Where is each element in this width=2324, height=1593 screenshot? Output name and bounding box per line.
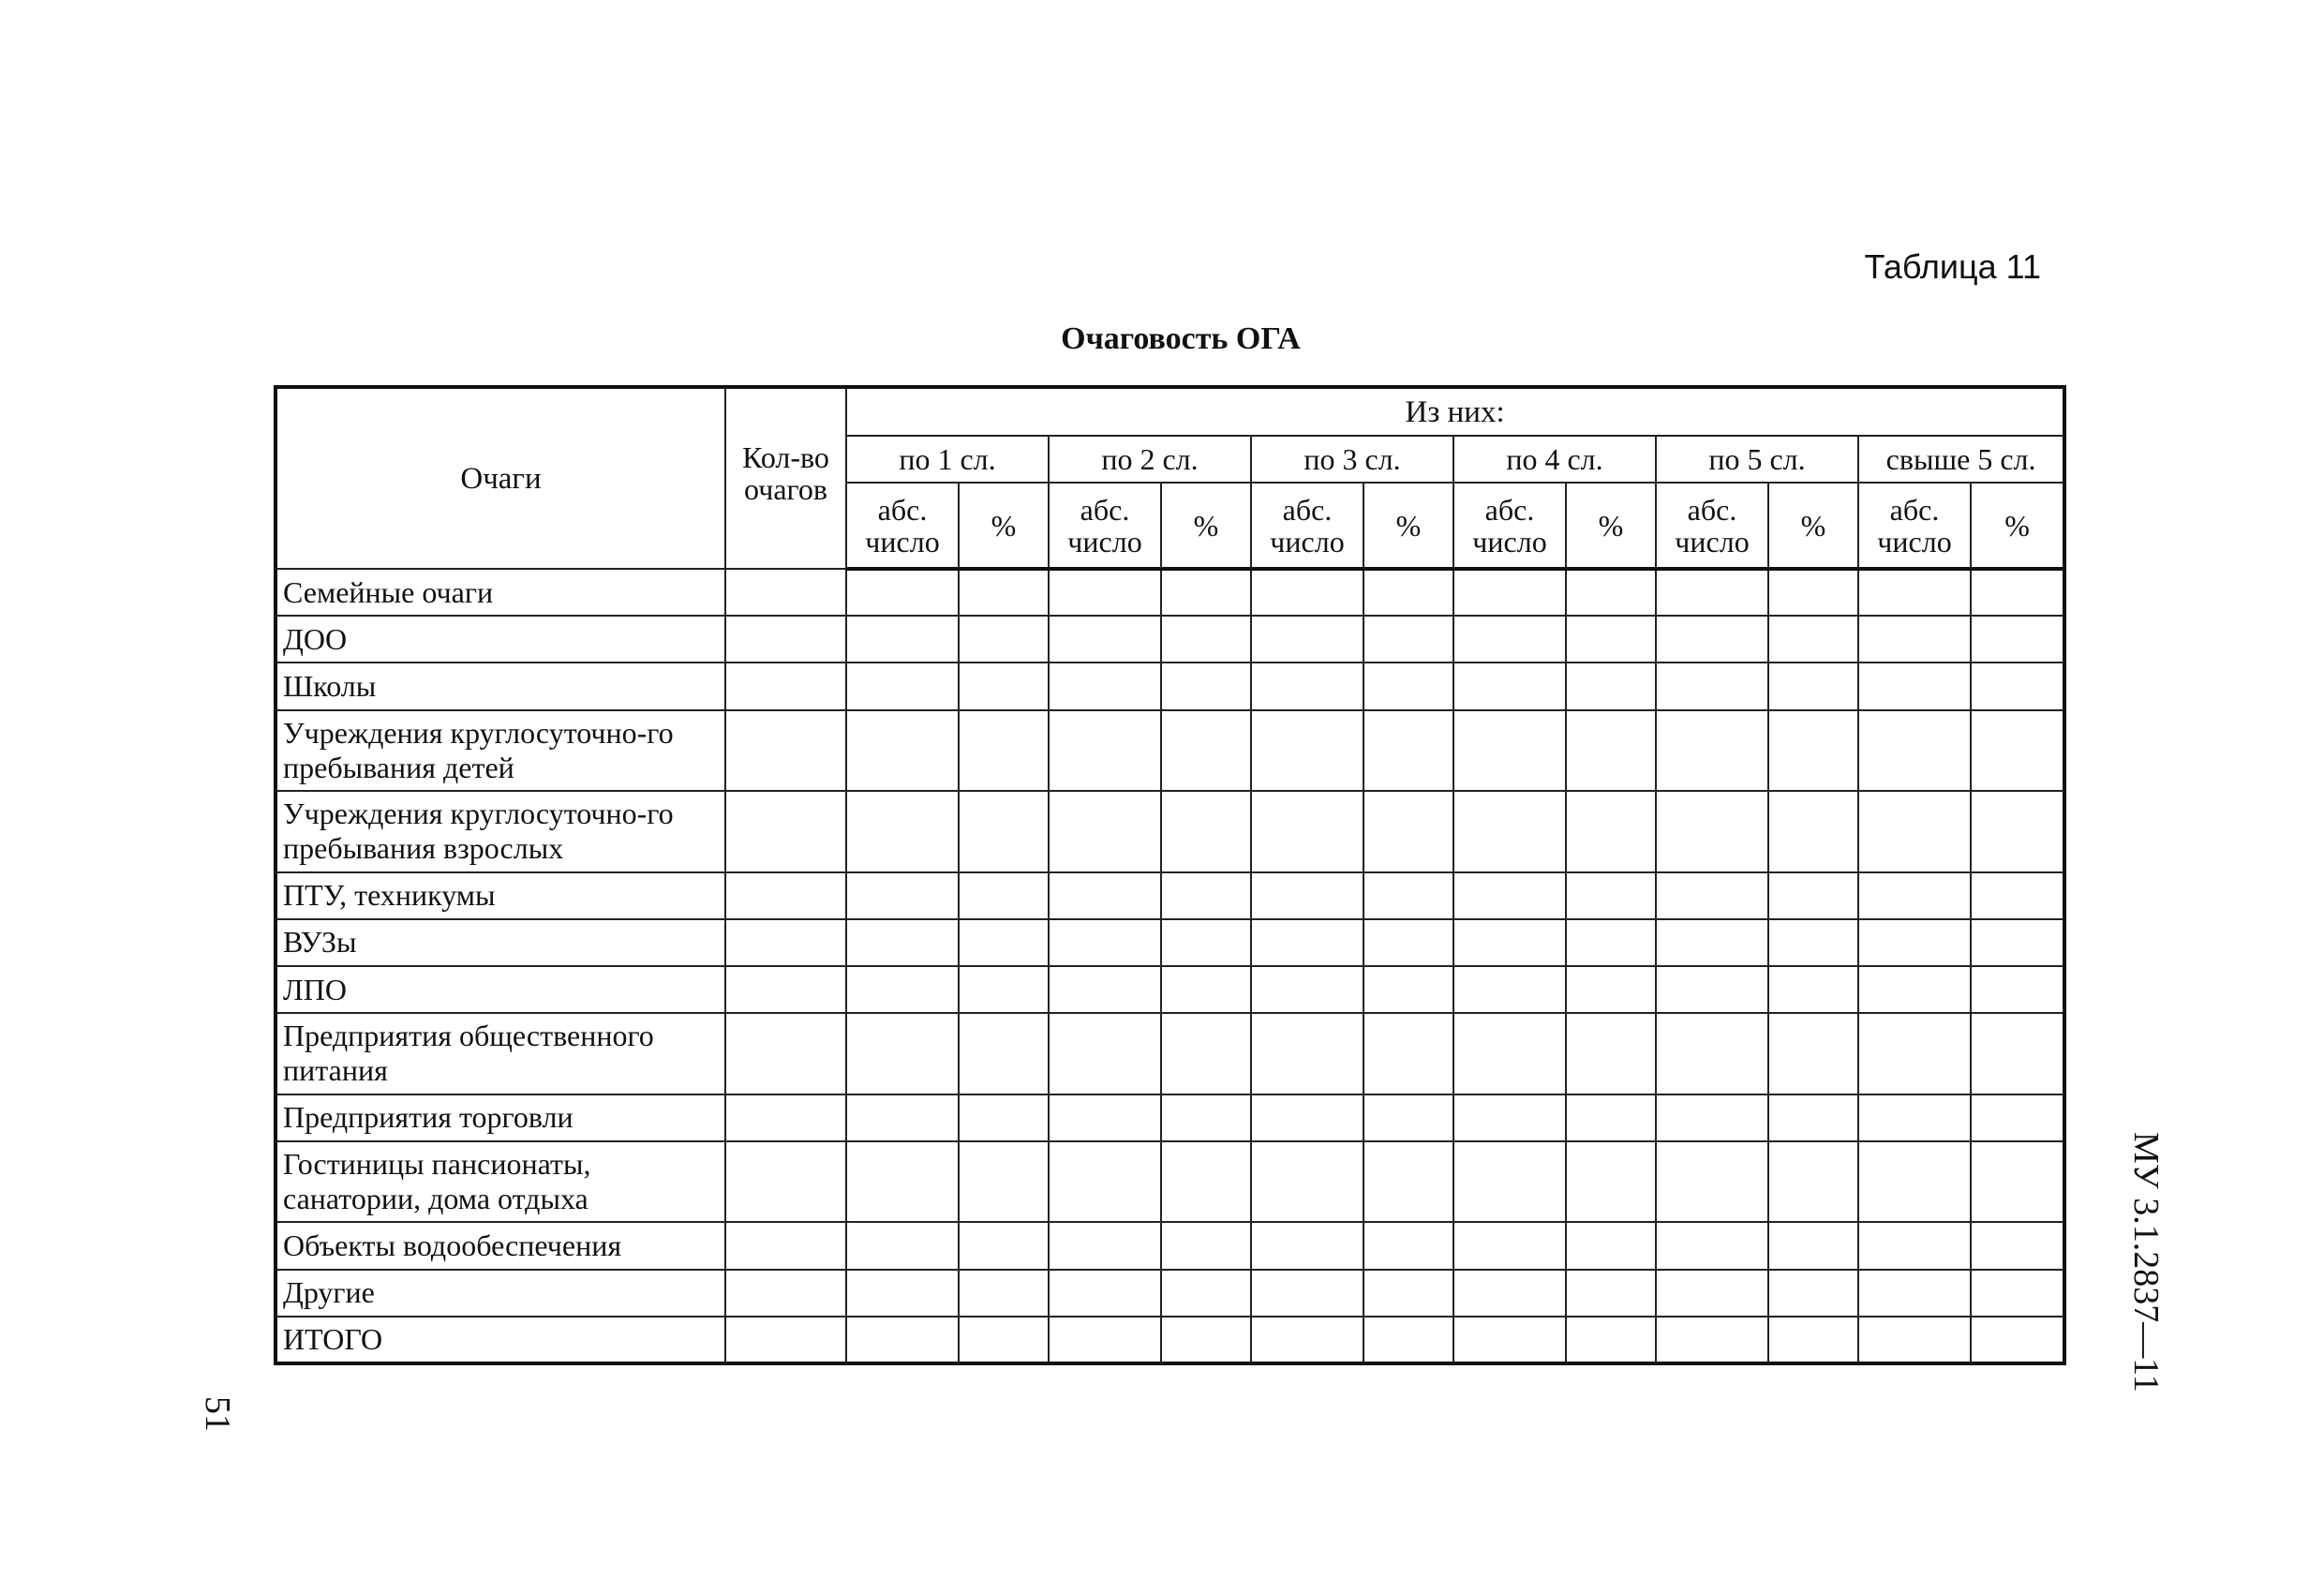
- row-label: Объекты водообеспечения: [276, 1222, 725, 1269]
- table-row: [276, 1222, 2064, 1269]
- empty-cell: [1049, 1317, 1161, 1363]
- table-row: [276, 1013, 2064, 1094]
- empty-cell: [1161, 616, 1251, 663]
- empty-cell: [1971, 1094, 2064, 1141]
- empty-cell: [1656, 1317, 1768, 1363]
- empty-cell: [846, 919, 959, 966]
- empty-cell: [1049, 663, 1161, 709]
- empty-cell: [846, 1094, 959, 1141]
- empty-cell: [725, 710, 846, 791]
- empty-cell: [1656, 1094, 1768, 1141]
- page-number: 51: [198, 1396, 237, 1432]
- empty-cell: [1049, 1141, 1161, 1222]
- table-row: [276, 1094, 2064, 1141]
- empty-cell: [1161, 872, 1251, 919]
- table-row: [276, 872, 2064, 919]
- table-row: [276, 966, 2064, 1013]
- empty-cell: [1049, 1270, 1161, 1317]
- row-label: Другие: [276, 1270, 725, 1317]
- empty-cell: [1363, 1270, 1453, 1317]
- row-label: Школы: [276, 663, 725, 709]
- empty-cell: [1161, 1141, 1251, 1222]
- empty-cell: [1656, 1013, 1768, 1094]
- empty-cell: [1049, 919, 1161, 966]
- header-percent: %: [1566, 483, 1656, 569]
- header-abs-number: абс. число: [1251, 483, 1363, 569]
- empty-cell: [1656, 1222, 1768, 1269]
- empty-cell: [959, 1222, 1049, 1269]
- empty-cell: [1971, 1141, 2064, 1222]
- empty-cell: [1363, 1317, 1453, 1363]
- header-group-3: по 3 сл.: [1251, 436, 1453, 483]
- empty-cell: [1161, 791, 1251, 871]
- empty-cell: [1363, 872, 1453, 919]
- empty-cell: [1971, 1013, 2064, 1094]
- header-group-2: по 2 сл.: [1049, 436, 1251, 483]
- empty-cell: [1566, 1317, 1656, 1363]
- empty-cell: [1453, 919, 1566, 966]
- empty-cell: [1161, 966, 1251, 1013]
- empty-cell: [1363, 663, 1453, 709]
- empty-cell: [1971, 616, 2064, 663]
- empty-cell: [1251, 1141, 1363, 1222]
- empty-cell: [959, 1013, 1049, 1094]
- empty-cell: [1161, 1094, 1251, 1141]
- empty-cell: [1251, 791, 1363, 871]
- empty-cell: [1161, 1222, 1251, 1269]
- empty-cell: [725, 1317, 846, 1363]
- header-percent: %: [959, 483, 1049, 569]
- empty-cell: [1363, 710, 1453, 791]
- empty-cell: [846, 872, 959, 919]
- row-label: ДОО: [276, 616, 725, 663]
- empty-cell: [1453, 872, 1566, 919]
- empty-cell: [1453, 569, 1566, 616]
- empty-cell: [725, 569, 846, 616]
- empty-cell: [1566, 663, 1656, 709]
- empty-cell: [1858, 872, 1971, 919]
- empty-cell: [1768, 1317, 1858, 1363]
- table-row: [276, 569, 2064, 616]
- empty-cell: [1858, 1141, 1971, 1222]
- empty-cell: [846, 1013, 959, 1094]
- empty-cell: [1656, 966, 1768, 1013]
- empty-cell: [1363, 1013, 1453, 1094]
- empty-cell: [1858, 791, 1971, 871]
- empty-cell: [725, 1013, 846, 1094]
- table-number: Таблица 11: [1864, 247, 2041, 286]
- empty-cell: [1251, 1222, 1363, 1269]
- empty-cell: [1656, 1270, 1768, 1317]
- empty-cell: [959, 1094, 1049, 1141]
- empty-cell: [1363, 966, 1453, 1013]
- header-group-4: по 4 сл.: [1453, 436, 1656, 483]
- empty-cell: [1656, 919, 1768, 966]
- header-percent: %: [1971, 483, 2064, 569]
- empty-cell: [1971, 710, 2064, 791]
- empty-cell: [1971, 663, 2064, 709]
- header-abs-number: абс. число: [1453, 483, 1566, 569]
- empty-cell: [846, 791, 959, 871]
- header-abs-number: абс. число: [1049, 483, 1161, 569]
- empty-cell: [1049, 569, 1161, 616]
- empty-cell: [1971, 1270, 2064, 1317]
- empty-cell: [1049, 710, 1161, 791]
- row-label: ПТУ, техникумы: [276, 872, 725, 919]
- empty-cell: [1363, 919, 1453, 966]
- empty-cell: [846, 1270, 959, 1317]
- empty-cell: [1656, 616, 1768, 663]
- empty-cell: [1453, 710, 1566, 791]
- empty-cell: [1363, 1141, 1453, 1222]
- empty-cell: [846, 1317, 959, 1363]
- empty-cell: [1049, 1222, 1161, 1269]
- empty-cell: [1453, 791, 1566, 871]
- empty-cell: [1251, 872, 1363, 919]
- row-label: Предприятия общественного питания: [276, 1013, 725, 1094]
- empty-cell: [1858, 919, 1971, 966]
- header-percent: %: [1161, 483, 1251, 569]
- empty-cell: [959, 1317, 1049, 1363]
- empty-cell: [1656, 872, 1768, 919]
- empty-cell: [725, 1270, 846, 1317]
- empty-cell: [1566, 791, 1656, 871]
- empty-cell: [1161, 919, 1251, 966]
- empty-cell: [846, 1222, 959, 1269]
- empty-cell: [846, 569, 959, 616]
- empty-cell: [1453, 966, 1566, 1013]
- empty-cell: [725, 1094, 846, 1141]
- empty-cell: [959, 663, 1049, 709]
- document-code: МУ 3.1.2837—11: [2126, 1132, 2166, 1392]
- empty-cell: [1363, 569, 1453, 616]
- empty-cell: [1049, 966, 1161, 1013]
- header-of-them: Из них:: [846, 387, 2064, 436]
- empty-cell: [959, 791, 1049, 871]
- empty-cell: [1858, 1222, 1971, 1269]
- empty-cell: [725, 1141, 846, 1222]
- empty-cell: [1251, 710, 1363, 791]
- empty-cell: [1768, 919, 1858, 966]
- empty-cell: [1858, 1094, 1971, 1141]
- empty-cell: [1656, 791, 1768, 871]
- empty-cell: [1453, 616, 1566, 663]
- table-row: [276, 616, 2064, 663]
- empty-cell: [1566, 616, 1656, 663]
- empty-cell: [1251, 1270, 1363, 1317]
- empty-cell: [1858, 1013, 1971, 1094]
- empty-cell: [1251, 919, 1363, 966]
- empty-cell: [1768, 1222, 1858, 1269]
- empty-cell: [1656, 1141, 1768, 1222]
- table-row: [276, 919, 2064, 966]
- empty-cell: [1566, 1013, 1656, 1094]
- empty-cell: [1768, 1013, 1858, 1094]
- empty-cell: [1566, 569, 1656, 616]
- row-label: Семейные очаги: [276, 569, 725, 616]
- empty-cell: [1858, 1317, 1971, 1363]
- header-abs-number: абс. число: [846, 483, 959, 569]
- empty-cell: [846, 710, 959, 791]
- empty-cell: [1251, 1317, 1363, 1363]
- row-label: ИТОГО: [276, 1317, 725, 1363]
- empty-cell: [1971, 966, 2064, 1013]
- empty-cell: [1566, 966, 1656, 1013]
- empty-cell: [1768, 1270, 1858, 1317]
- empty-cell: [1971, 1317, 2064, 1363]
- empty-cell: [1858, 966, 1971, 1013]
- empty-cell: [1566, 919, 1656, 966]
- empty-cell: [1161, 1270, 1251, 1317]
- table-row: [276, 1317, 2064, 1363]
- row-label: Предприятия торговли: [276, 1094, 725, 1141]
- row-label: Учреждения круглосуточно-го пребывания детей: [276, 710, 725, 791]
- empty-cell: [959, 1141, 1049, 1222]
- empty-cell: [846, 966, 959, 1013]
- empty-cell: [1971, 1222, 2064, 1269]
- table-row: [276, 663, 2064, 709]
- header-group-5: по 5 сл.: [1656, 436, 1858, 483]
- empty-cell: [1049, 791, 1161, 871]
- empty-cell: [1049, 1013, 1161, 1094]
- empty-cell: [1566, 1094, 1656, 1141]
- empty-cell: [1566, 1270, 1656, 1317]
- empty-cell: [1049, 616, 1161, 663]
- empty-cell: [1768, 1094, 1858, 1141]
- empty-cell: [1161, 1013, 1251, 1094]
- empty-cell: [1656, 663, 1768, 709]
- empty-cell: [1768, 710, 1858, 791]
- empty-cell: [1453, 1013, 1566, 1094]
- empty-cell: [725, 1222, 846, 1269]
- empty-cell: [1453, 1094, 1566, 1141]
- table-row: [276, 791, 2064, 871]
- empty-cell: [1363, 791, 1453, 871]
- table-title: Очаговость ОГА: [1061, 321, 1301, 356]
- row-label: Учреждения круглосуточно-го пребывания взрослых: [276, 791, 725, 871]
- table-row: [276, 1141, 2064, 1222]
- header-count: Кол-во очагов: [725, 387, 846, 569]
- empty-cell: [1251, 663, 1363, 709]
- empty-cell: [1656, 710, 1768, 791]
- empty-cell: [1453, 1270, 1566, 1317]
- empty-cell: [1161, 569, 1251, 616]
- empty-cell: [1363, 616, 1453, 663]
- empty-cell: [1768, 569, 1858, 616]
- empty-cell: [1768, 872, 1858, 919]
- header-percent: %: [1768, 483, 1858, 569]
- header-abs-number: абс. число: [1656, 483, 1768, 569]
- empty-cell: [846, 1141, 959, 1222]
- empty-cell: [1858, 1270, 1971, 1317]
- empty-cell: [1971, 919, 2064, 966]
- empty-cell: [959, 616, 1049, 663]
- empty-cell: [725, 872, 846, 919]
- header-group-1: по 1 сл.: [846, 436, 1049, 483]
- empty-cell: [1566, 872, 1656, 919]
- empty-cell: [725, 919, 846, 966]
- empty-cell: [1768, 1141, 1858, 1222]
- header-abs-number: абс. число: [1858, 483, 1971, 569]
- row-label: Гостиницы пансионаты, санатории, дома отдыха: [276, 1141, 725, 1222]
- empty-cell: [1453, 1317, 1566, 1363]
- row-label: ВУЗы: [276, 919, 725, 966]
- empty-cell: [1858, 710, 1971, 791]
- empty-cell: [1768, 791, 1858, 871]
- empty-cell: [1768, 663, 1858, 709]
- empty-cell: [1858, 616, 1971, 663]
- empty-cell: [1971, 569, 2064, 616]
- empty-cell: [959, 919, 1049, 966]
- empty-cell: [1453, 663, 1566, 709]
- foci-table: [274, 385, 2066, 1365]
- empty-cell: [1858, 663, 1971, 709]
- empty-cell: [959, 710, 1049, 791]
- empty-cell: [846, 663, 959, 709]
- header-group-6: свыше 5 сл.: [1858, 436, 2064, 483]
- empty-cell: [725, 966, 846, 1013]
- empty-cell: [1251, 1094, 1363, 1141]
- empty-cell: [959, 569, 1049, 616]
- empty-cell: [1251, 616, 1363, 663]
- empty-cell: [1363, 1222, 1453, 1269]
- empty-cell: [959, 966, 1049, 1013]
- empty-cell: [1161, 710, 1251, 791]
- empty-cell: [1971, 791, 2064, 871]
- empty-cell: [1251, 966, 1363, 1013]
- empty-cell: [1453, 1141, 1566, 1222]
- empty-cell: [1453, 1222, 1566, 1269]
- empty-cell: [725, 663, 846, 709]
- empty-cell: [1161, 663, 1251, 709]
- empty-cell: [959, 1270, 1049, 1317]
- empty-cell: [1566, 1222, 1656, 1269]
- empty-cell: [1049, 1094, 1161, 1141]
- empty-cell: [725, 791, 846, 871]
- empty-cell: [1049, 872, 1161, 919]
- table-row: [276, 1270, 2064, 1317]
- empty-cell: [846, 616, 959, 663]
- table-row: [276, 710, 2064, 791]
- header-percent: %: [1363, 483, 1453, 569]
- empty-cell: [1566, 1141, 1656, 1222]
- empty-cell: [1566, 710, 1656, 791]
- empty-cell: [959, 872, 1049, 919]
- row-label: ЛПО: [276, 966, 725, 1013]
- empty-cell: [1971, 872, 2064, 919]
- header-foci: Очаги: [276, 387, 725, 569]
- empty-cell: [725, 616, 846, 663]
- empty-cell: [1768, 616, 1858, 663]
- empty-cell: [1363, 1094, 1453, 1141]
- empty-cell: [1656, 569, 1768, 616]
- empty-cell: [1251, 569, 1363, 616]
- empty-cell: [1768, 966, 1858, 1013]
- empty-cell: [1858, 569, 1971, 616]
- empty-cell: [1251, 1013, 1363, 1094]
- empty-cell: [1161, 1317, 1251, 1363]
